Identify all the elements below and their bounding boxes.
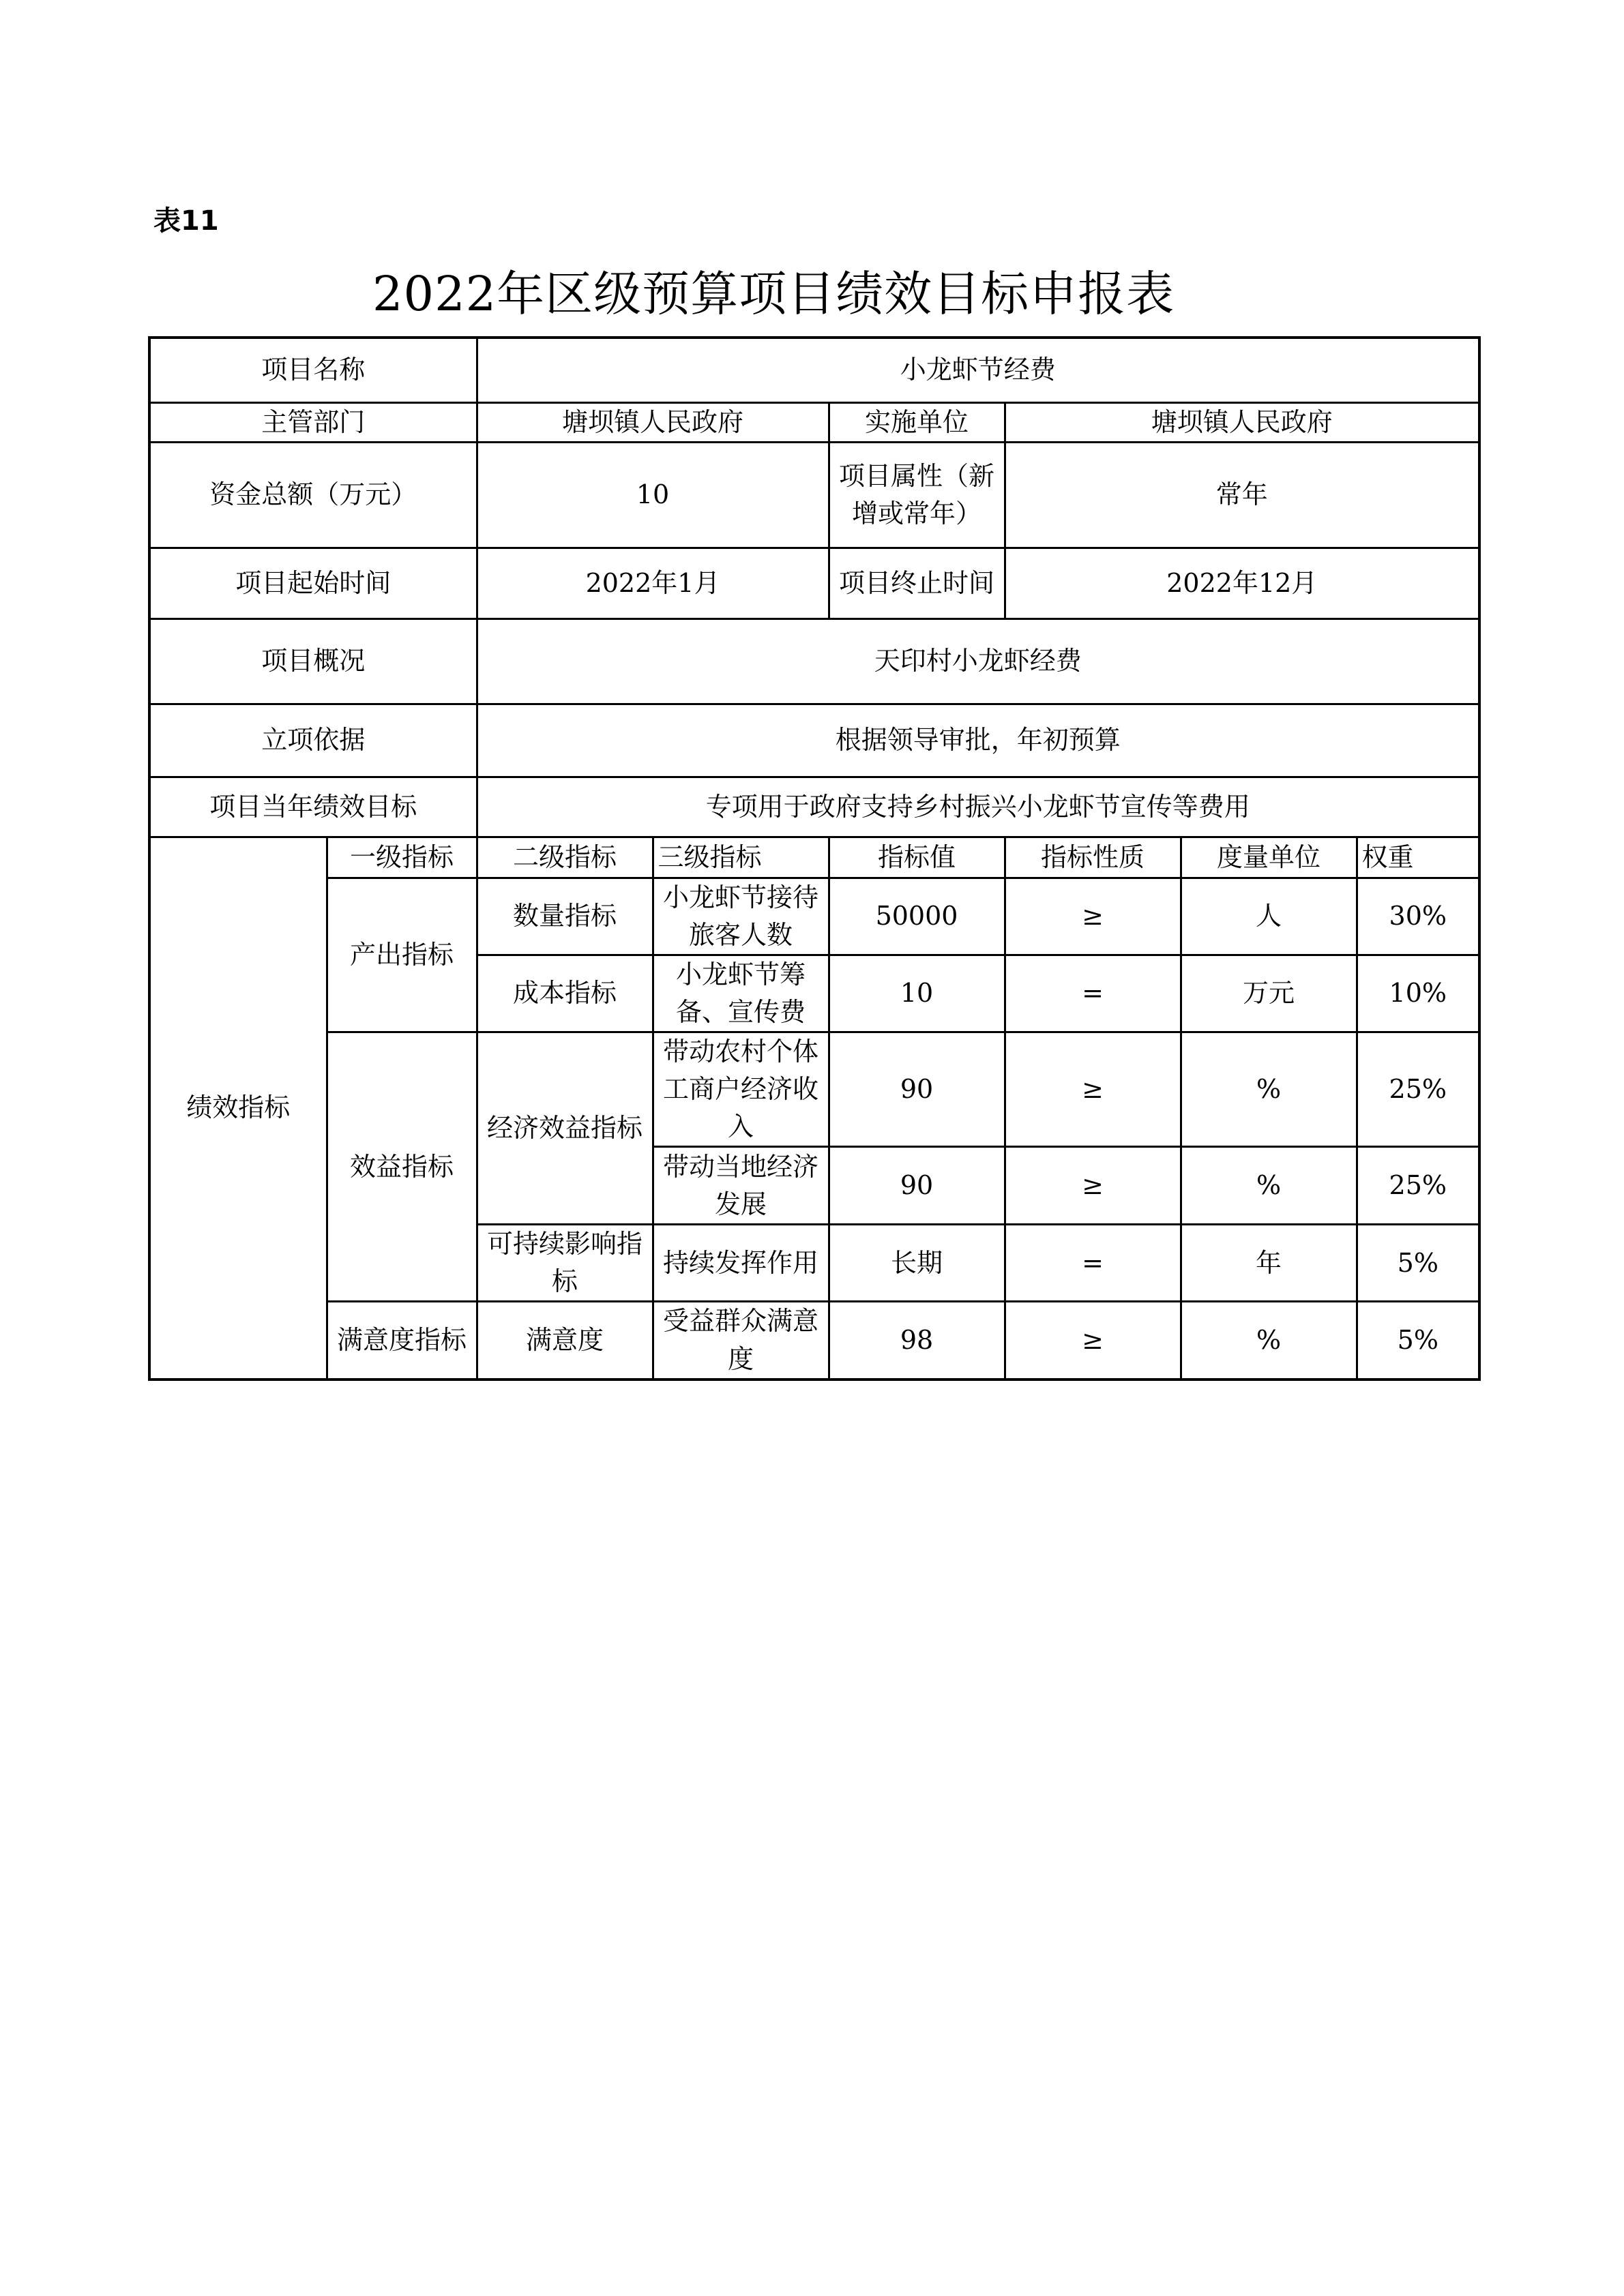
impl-value: 塘坝镇人民政府 [1005, 402, 1479, 442]
row-period [149, 548, 1479, 618]
level2-economic: 经济效益指标 [477, 1032, 653, 1224]
level3-cell: 带动农村个体工商户经济收入 [653, 1032, 829, 1146]
level2-satisfaction: 满意度 [477, 1302, 653, 1380]
nature-cell: ≥ [1005, 1147, 1181, 1225]
header-nature: 指标性质 [1005, 837, 1181, 878]
header-level2: 二级指标 [477, 837, 653, 878]
overview-label: 项目概况 [149, 618, 477, 704]
weight-cell: 5% [1357, 1302, 1479, 1380]
table-row [149, 1032, 1479, 1146]
level1-benefit: 效益指标 [327, 1032, 477, 1301]
row-project-name [149, 338, 1479, 402]
basis-value: 根据领导审批，年初预算 [477, 704, 1479, 777]
unit-cell: 年 [1181, 1225, 1357, 1302]
level2-cost: 成本指标 [477, 955, 653, 1032]
unit-cell: % [1181, 1147, 1357, 1225]
header-unit: 度量单位 [1181, 837, 1357, 878]
value-cell: 50000 [829, 878, 1005, 955]
unit-cell: 人 [1181, 878, 1357, 955]
level1-satisfaction: 满意度指标 [327, 1302, 477, 1380]
weight-cell: 10% [1357, 955, 1479, 1032]
header-level1: 一级指标 [327, 837, 477, 878]
attr-value: 常年 [1005, 442, 1479, 548]
table-row [149, 1302, 1479, 1380]
document-title: 2022年区级预算项目绩效目标申报表 [372, 266, 1175, 322]
value-cell: 90 [829, 1032, 1005, 1146]
nature-cell: = [1005, 1225, 1181, 1302]
start-label: 项目起始时间 [149, 548, 477, 618]
nature-cell: ≥ [1005, 878, 1181, 955]
row-basis [149, 704, 1479, 777]
attr-label: 项目属性（新增或常年） [829, 442, 1005, 548]
performance-target-table [148, 336, 1481, 1381]
start-value: 2022年1月 [477, 548, 829, 618]
dept-label: 主管部门 [149, 402, 477, 442]
project-name-label: 项目名称 [149, 338, 477, 402]
end-value: 2022年12月 [1005, 548, 1479, 618]
value-cell: 90 [829, 1147, 1005, 1225]
level3-cell: 受益群众满意度 [653, 1302, 829, 1380]
goal-value: 专项用于政府支持乡村振兴小龙虾节宣传等费用 [477, 777, 1479, 837]
table-number: 表11 [153, 205, 219, 237]
level1-output: 产出指标 [327, 878, 477, 1032]
value-cell: 98 [829, 1302, 1005, 1380]
end-label: 项目终止时间 [829, 548, 1005, 618]
header-level3: 三级指标 [653, 837, 829, 878]
goal-label: 项目当年绩效目标 [149, 777, 477, 837]
nature-cell: ≥ [1005, 1032, 1181, 1146]
weight-cell: 30% [1357, 878, 1479, 955]
fund-label: 资金总额（万元） [149, 442, 477, 548]
weight-cell: 25% [1357, 1147, 1479, 1225]
level3-cell: 小龙虾节筹备、宣传费 [653, 955, 829, 1032]
level2-sustainable: 可持续影响指标 [477, 1225, 653, 1302]
value-cell: 长期 [829, 1225, 1005, 1302]
weight-cell: 5% [1357, 1225, 1479, 1302]
header-value: 指标值 [829, 837, 1005, 878]
dept-value: 塘坝镇人民政府 [477, 402, 829, 442]
row-department [149, 402, 1479, 442]
value-cell: 10 [829, 955, 1005, 1032]
nature-cell: ≥ [1005, 1302, 1181, 1380]
fund-value: 10 [477, 442, 829, 548]
header-weight: 权重 [1357, 837, 1479, 878]
unit-cell: 万元 [1181, 955, 1357, 1032]
level3-cell: 带动当地经济发展 [653, 1147, 829, 1225]
weight-cell: 25% [1357, 1032, 1479, 1146]
nature-cell: = [1005, 955, 1181, 1032]
project-name-value: 小龙虾节经费 [477, 338, 1479, 402]
unit-cell: % [1181, 1302, 1357, 1380]
table-row [149, 878, 1479, 955]
row-fund [149, 442, 1479, 548]
basis-label: 立项依据 [149, 704, 477, 777]
unit-cell: % [1181, 1032, 1357, 1146]
indicator-section-label: 绩效指标 [149, 837, 327, 1380]
level2-quantity: 数量指标 [477, 878, 653, 955]
row-overview [149, 618, 1479, 704]
impl-label: 实施单位 [829, 402, 1005, 442]
level3-cell: 小龙虾节接待旅客人数 [653, 878, 829, 955]
level3-cell: 持续发挥作用 [653, 1225, 829, 1302]
indicator-header-row [149, 837, 1479, 878]
overview-value: 天印村小龙虾经费 [477, 618, 1479, 704]
row-goal [149, 777, 1479, 837]
